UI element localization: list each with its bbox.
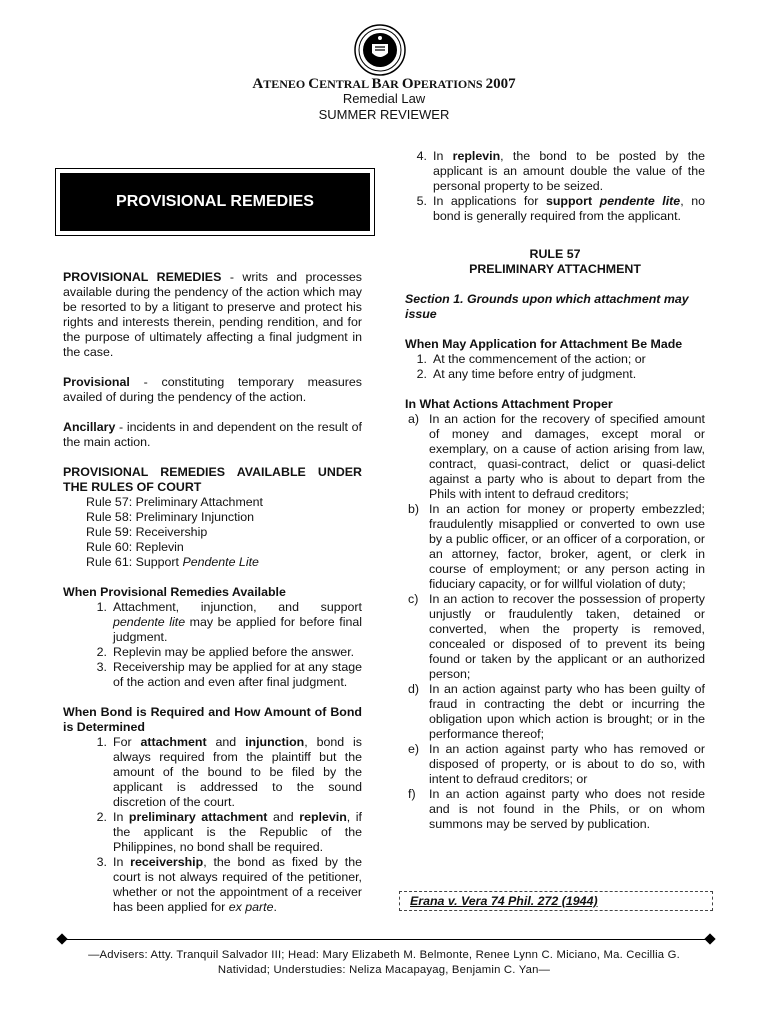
list-item: e) In an action against party who has removed or disposed of property, or is about to do so, with intent to defraud creditors; or: [408, 742, 705, 786]
footer-line-2: Natividad; Understudies: Neliza Macapayag, Benjamin C. Yan—: [217, 964, 551, 976]
section-heading: Section 1. Grounds upon which attachment may issue: [405, 292, 689, 321]
org-name: ATENEO CENTRAL BAR OPERATIONS 2007: [252, 76, 516, 92]
list-item: 1. For attachment and injunction, bond is always required from the plaintiff but the amount of the bound to be filed by the applicant is addressed to the sound discretion of the court.: [96, 735, 363, 809]
list-item: Rule 59: Receivership: [86, 525, 208, 539]
seal-icon: [354, 24, 406, 76]
when-attachment-heading: When May Application for Attachment Be Made: [405, 337, 683, 351]
subject-title: Remedial Law: [342, 91, 426, 106]
list-item: Rule 60: Replevin: [86, 540, 184, 554]
list-item: Rule 61: Support Pendente Lite: [86, 555, 259, 569]
list-item: b) In an action for money or property embezzled; fraudulently misapplied or converted to own use by a public officer, or an officer of a corporation, or an attorney, factor, broker, agent, or clerk in course of employment; or any person acting in fiduciary capacity, or for willful violation of duty;: [408, 502, 705, 591]
list-item: 3. Receivership may be applied for at any stage of the action and even after final judgment.: [96, 660, 362, 689]
list-item: 1. Attachment, injunction, and support pendente lite may be applied for before final judgment.: [96, 600, 362, 644]
definition-provisional: Provisional - constituting temporary measures availed of during the pendency of the action.: [63, 375, 362, 404]
list-item: 2. Replevin may be applied before the answer.: [96, 645, 355, 659]
list-item: d) In an action against party who has been guilty of fraud in contracting the debt or incurring the obligation upon which action is brought; or in the performance thereof;: [408, 682, 705, 741]
reviewer-title: SUMMER REVIEWER: [318, 107, 450, 122]
section-title: PROVISIONAL REMEDIES: [60, 173, 370, 231]
actions-heading: In What Actions Attachment Proper: [405, 397, 613, 411]
left-column: [63, 270, 362, 915]
footer-rule: [62, 939, 712, 940]
list-item: a) In an action for the recovery of specified amount of money and damages, except moral or exemplary, on a cause of action arising from law, contract, quasi-contract, delict or quasi-delict against a party who is about to depart from the Phils with intent to defraud creditors;: [408, 412, 705, 501]
diamond-right-icon: [704, 933, 715, 944]
section-title-frame: [55, 168, 375, 236]
case-citation-box: [399, 891, 713, 911]
rules-list: [63, 495, 362, 570]
list-item: 5. In applications for support pendente lite, no bond is generally required from the applicant.: [416, 194, 706, 223]
rules-list-heading: PROVISIONAL REMEDIES AVAILABLE UNDER THE RULES OF COURT: [63, 465, 362, 494]
bond-heading: When Bond is Required and How Amount of Bond is Determined: [63, 705, 362, 734]
list-item: c) In an action to recover the possession of property unjustly or fraudulently taken, detained or converted, when the property is removed, concealed or disposed of to prevent its being found or taken by the applicant or an authorized person;: [408, 592, 705, 681]
list-item: 2. In preliminary attachment and replevin, if the applicant is the Republic of the Philippines, no bond shall be required.: [96, 810, 362, 854]
definition-ancillary: Ancillary - incidents in and dependent on the result of the main action.: [63, 420, 362, 449]
rule-title: PRELIMINARY ATTACHMENT: [469, 262, 641, 276]
list-item: Rule 58: Preliminary Injunction: [86, 510, 255, 524]
list-item: 2. At any time before entry of judgment.: [416, 367, 637, 381]
definition-provisional-remedies: PROVISIONAL REMEDIES - writs and processes available during the pendency of the action which may be resorted to by a litigant to preserve and protect his rights and interests therein, pending rendition, and for the purpose of ultimately affecting a final judgment in the case.: [63, 270, 362, 359]
rule-number: RULE 57: [529, 247, 581, 261]
list-item: 4. In replevin, the bond to be posted by the applicant is an amount double the value of the personal property to be seized.: [416, 149, 705, 193]
list-item: f) In an action against party who does not reside and is not found in the Phils, or on whom summons may be served by publication.: [408, 787, 705, 831]
right-column: [405, 149, 705, 832]
case-citation: Erana v. Vera 74 Phil. 272 (1944): [410, 894, 598, 908]
list-item: Rule 57: Preliminary Attachment: [86, 495, 263, 509]
list-item: 1. At the commencement of the action; or: [416, 352, 646, 366]
when-available-heading: When Provisional Remedies Available: [63, 585, 286, 599]
footer-line-1: —Advisers: Atty. Tranquil Salvador III; Head: Mary Elizabeth M. Belmonte, Renee Lynn C. Miciano, Ma. Cecillia G.: [88, 949, 680, 961]
footer-credits: [40, 948, 728, 978]
list-item: 3. In receivership, the bond as fixed by the court is not always required of the petitioner, whether or not the appointment of a receiver has been applied for ex parte.: [96, 855, 362, 914]
